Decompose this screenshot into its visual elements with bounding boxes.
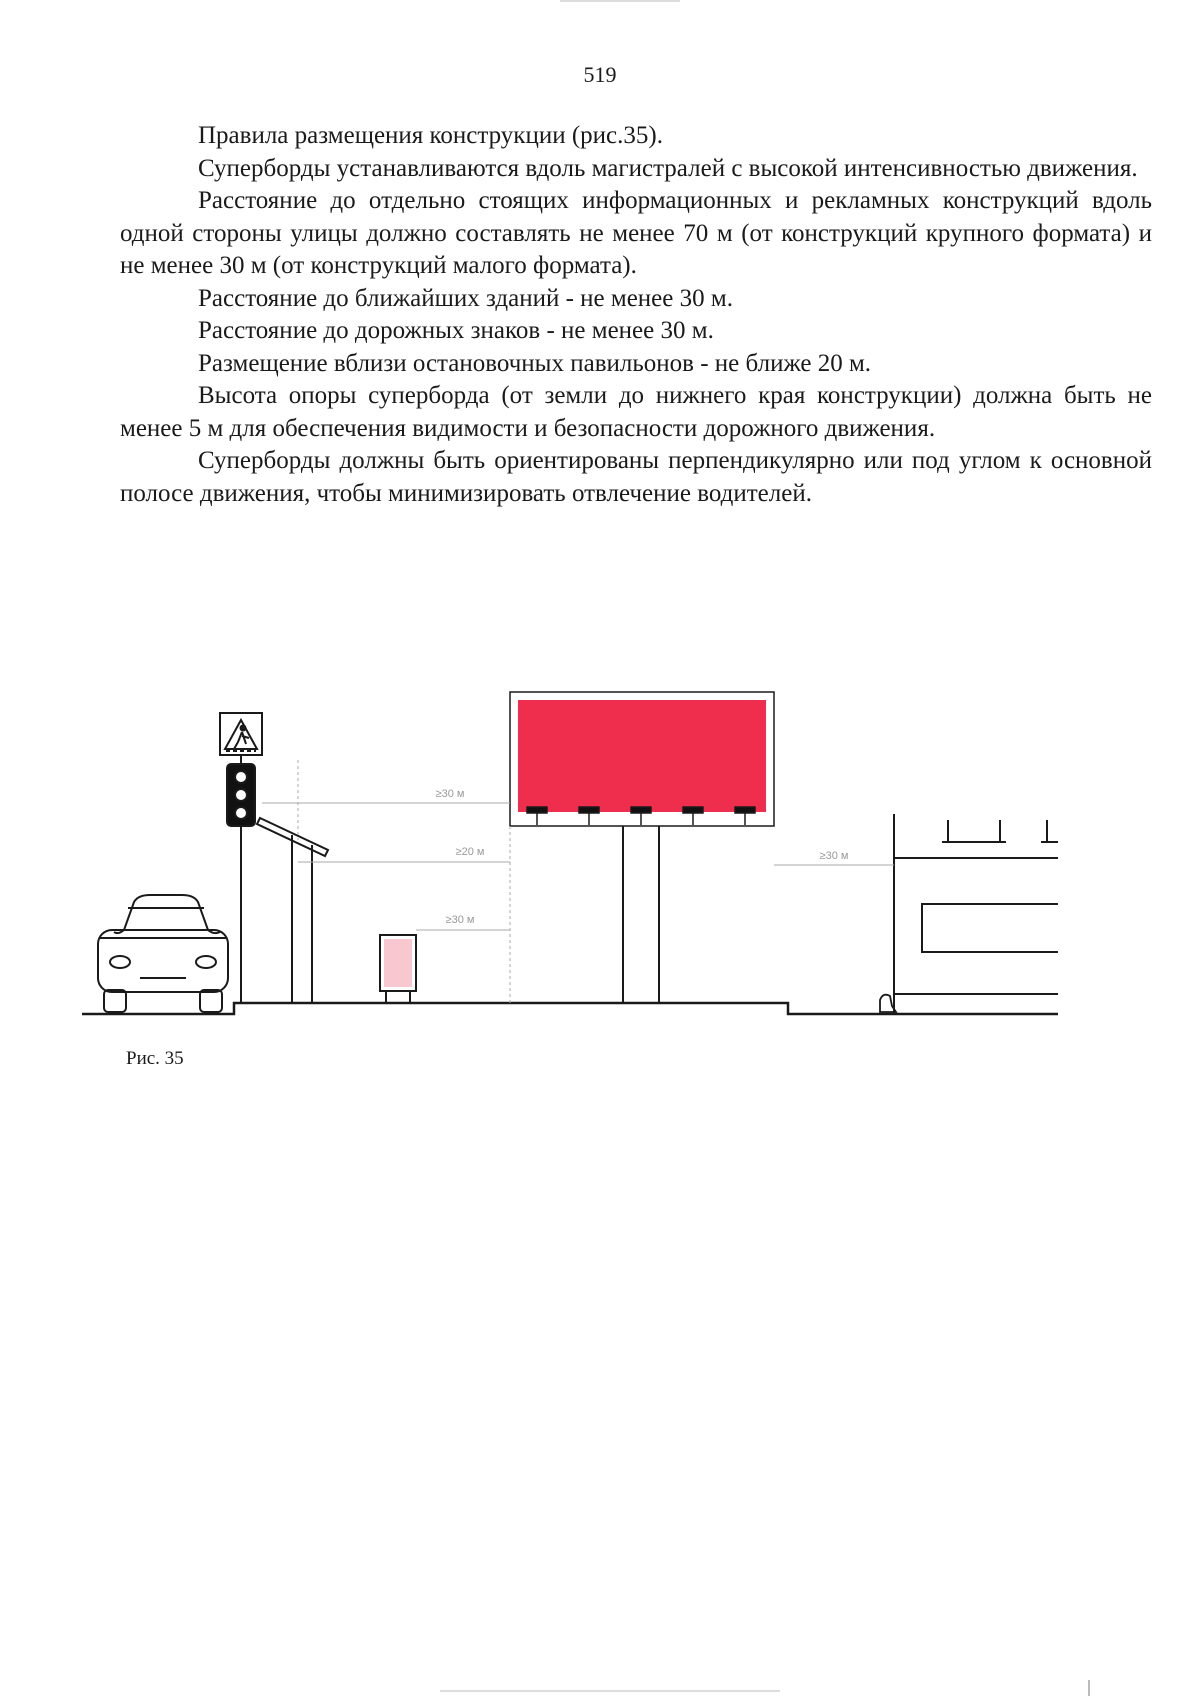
placement-diagram	[0, 640, 1200, 1040]
traffic-light-icon	[227, 755, 255, 1003]
placement-diagram-svg	[0, 640, 1200, 1040]
paragraph-1: Правила размещения конструкции (рис.35).	[198, 122, 663, 149]
paragraph-6: Размещение вблизи остановочных павильонов - не ближе 20 м.	[198, 349, 872, 377]
dim-label-sign: ≥30 м	[435, 788, 465, 800]
car-icon	[98, 895, 228, 1012]
dim-label-stop: ≥20 м	[455, 846, 485, 858]
figure-caption: Рис. 35	[126, 1048, 184, 1069]
scan-edge-bottom	[440, 1690, 780, 1692]
paragraph-4: Расстояние до ближайших зданий - не менее 30 м.	[198, 284, 733, 312]
paragraph-5: Расстояние до дорожных знаков - не менее 30 м.	[198, 317, 714, 344]
scan-edge-right	[1088, 1680, 1090, 1696]
page-number: 519	[583, 62, 617, 87]
paragraph-2: Суперборды устанавливаются вдоль магистралей с высокой интенсивностью движения.	[198, 154, 1138, 182]
small-advertising-panel	[380, 935, 416, 1003]
ground-line	[82, 1003, 1058, 1014]
paragraph-8: Суперборды должны быть ориентированы перпендикулярно или под углом к основной полосе движения, чтобы минимизировать отвлечение водителей.	[120, 447, 1152, 507]
superboard	[510, 692, 774, 1003]
body-text	[120, 120, 1152, 510]
bus-stop-pavilion	[257, 818, 328, 1003]
paragraph-3: Расстояние до отдельно стоящих информационных и рекламных конструкций вдоль одной стороны улицы должно составлять не менее 70 м (от конструкций крупного формата) и не менее 30 м (от конструкций малого формата).	[120, 187, 1152, 279]
scan-edge-top	[560, 0, 680, 2]
dim-label-building: ≥30 м	[819, 850, 849, 862]
paragraph-7: Высота опоры суперборда (от земли до нижнего края конструкции) должна быть не менее 5 м для обеспечения видимости и безопасности дорожного движения.	[120, 382, 1152, 442]
pedestrian-crossing-sign-icon	[220, 713, 262, 755]
dim-label-small: ≥30 м	[445, 914, 475, 926]
building	[894, 814, 1058, 1014]
